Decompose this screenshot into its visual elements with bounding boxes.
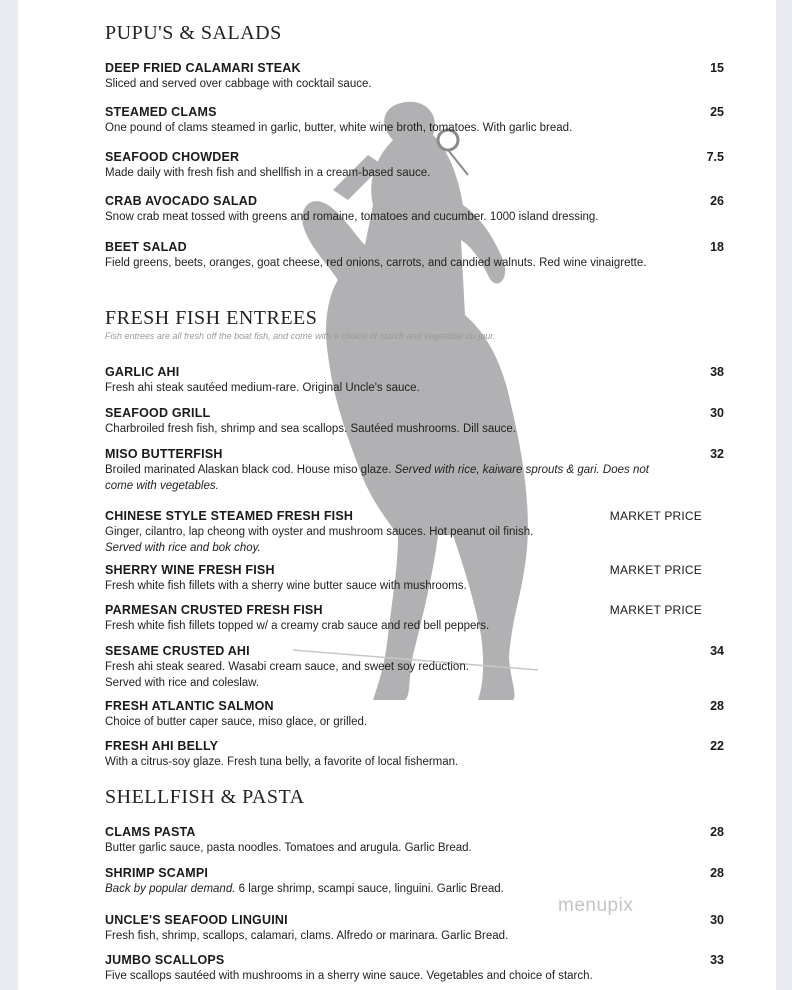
item-name: SHERRY WINE FRESH FISH bbox=[105, 563, 275, 577]
item-name: DEEP FRIED CALAMARI STEAK bbox=[105, 61, 301, 75]
item-name: GARLIC AHI bbox=[105, 365, 180, 379]
menu-item bbox=[105, 446, 724, 494]
section-title-fish: FRESH FISH ENTREES bbox=[105, 307, 318, 329]
item-description: Field greens, beets, oranges, goat cheese, red onions, carrots, and candied walnuts. Red wine vinaigrette. bbox=[105, 257, 647, 269]
item-price: 28 bbox=[710, 699, 724, 713]
item-name: FRESH AHI BELLY bbox=[105, 739, 219, 753]
item-price: MARKET PRICE bbox=[609, 603, 702, 617]
item-price: 18 bbox=[710, 240, 724, 254]
item-price: 28 bbox=[710, 825, 724, 839]
item-price: 7.5 bbox=[706, 150, 724, 164]
menu-item bbox=[105, 364, 724, 396]
section-title-shellfish: SHELLFISH & PASTA bbox=[105, 786, 305, 808]
item-description: Fresh ahi steak sautéed medium-rare. Original Uncle's sauce. bbox=[105, 382, 420, 394]
menu-item bbox=[105, 562, 702, 594]
item-description: Fresh ahi steak seared. Wasabi cream sauce, and sweet soy reduction. bbox=[105, 661, 469, 673]
menu-item bbox=[105, 239, 724, 271]
item-name: CRAB AVOCADO SALAD bbox=[105, 194, 258, 208]
item-price: 30 bbox=[710, 913, 724, 927]
item-price: 25 bbox=[710, 105, 724, 119]
item-name: CLAMS PASTA bbox=[105, 825, 196, 839]
item-price: 28 bbox=[710, 866, 724, 880]
item-description: Five scallops sautéed with mushrooms in a sherry wine sauce. Vegetables and choice of starch. bbox=[105, 970, 593, 982]
menu-item bbox=[105, 824, 724, 856]
section-note-fish: Fish entrees are all fresh off the boat fish, and come with a choice of starch and vegetable du jour. bbox=[105, 331, 496, 341]
menu-item bbox=[105, 865, 724, 897]
item-description-italic: Served with rice and bok choy. bbox=[105, 542, 261, 554]
menu-content bbox=[18, 0, 776, 990]
item-description: Choice of butter caper sauce, miso glace, or grilled. bbox=[105, 716, 368, 728]
item-description-text: Broiled marinated Alaskan black cod. House miso glaze. bbox=[105, 464, 392, 476]
item-description-italic: Served with rice, kaiware sprouts & gari. Does not come with vegetables. bbox=[105, 464, 649, 492]
menu-item bbox=[105, 405, 724, 437]
menu-item bbox=[105, 149, 724, 181]
item-price: MARKET PRICE bbox=[609, 509, 702, 523]
section-title-pupus: PUPU'S & SALADS bbox=[105, 22, 282, 44]
item-description bbox=[105, 462, 650, 494]
item-description: Sliced and served over cabbage with cocktail sauce. bbox=[105, 78, 372, 90]
item-price: 26 bbox=[710, 194, 724, 208]
item-name: BEET SALAD bbox=[105, 240, 187, 254]
item-description: With a citrus-soy glaze. Fresh tuna belly, a favorite of local fisherman. bbox=[105, 756, 459, 768]
menu-item bbox=[105, 698, 724, 730]
item-description: Made daily with fresh fish and shellfish in a cream-based sauce. bbox=[105, 167, 431, 179]
item-name: FRESH ATLANTIC SALMON bbox=[105, 699, 274, 713]
item-description: One pound of clams steamed in garlic, butter, white wine broth, tomatoes. With garlic bread. bbox=[105, 122, 573, 134]
menu-item bbox=[105, 738, 724, 770]
item-name: SEAFOOD CHOWDER bbox=[105, 150, 240, 164]
item-name: UNCLE'S SEAFOOD LINGUINI bbox=[105, 913, 288, 927]
item-name: SHRIMP SCAMPI bbox=[105, 866, 209, 880]
item-description: Fresh white fish fillets with a sherry wine butter sauce with mushrooms. bbox=[105, 580, 467, 592]
item-description: Snow crab meat tossed with greens and romaine, tomatoes and cucumber. 1000 island dressing. bbox=[105, 211, 599, 223]
menu-item bbox=[105, 60, 724, 92]
item-description: Charbroiled fresh fish, shrimp and sea scallops. Sautéed mushrooms. Dill sauce. bbox=[105, 423, 516, 435]
item-description: Butter garlic sauce, pasta noodles. Tomatoes and arugula. Garlic Bread. bbox=[105, 842, 472, 854]
item-name: SEAFOOD GRILL bbox=[105, 406, 211, 420]
item-name: JUMBO SCALLOPS bbox=[105, 953, 225, 967]
item-description-italic: Back by popular demand. bbox=[105, 883, 236, 895]
item-description-text: 6 large shrimp, scampi sauce, linguini. Garlic Bread. bbox=[238, 883, 504, 895]
menu-item bbox=[105, 104, 724, 136]
item-name: CHINESE STYLE STEAMED FRESH FISH bbox=[105, 509, 354, 523]
item-name: MISO BUTTERFISH bbox=[105, 447, 223, 461]
item-description: Ginger, cilantro, lap cheong with oyster and mushroom sauces. Hot peanut oil finish. bbox=[105, 526, 534, 538]
menu-item bbox=[105, 643, 724, 691]
menu-item bbox=[105, 193, 724, 225]
menu-page bbox=[18, 0, 776, 990]
menu-item bbox=[105, 508, 702, 556]
item-price: 34 bbox=[710, 644, 724, 658]
menu-item bbox=[105, 602, 702, 634]
menupix-watermark: menupix bbox=[558, 895, 634, 916]
item-price: 15 bbox=[710, 61, 724, 75]
item-price: 22 bbox=[710, 739, 724, 753]
item-price: 33 bbox=[710, 953, 724, 967]
menu-item bbox=[105, 952, 724, 984]
item-price: 30 bbox=[710, 406, 724, 420]
item-description: Fresh white fish fillets topped w/ a creamy crab sauce and red bell peppers. bbox=[105, 620, 490, 632]
item-price: MARKET PRICE bbox=[609, 563, 702, 577]
item-price: 38 bbox=[710, 365, 724, 379]
item-name: PARMESAN CRUSTED FRESH FISH bbox=[105, 603, 323, 617]
item-price: 32 bbox=[710, 447, 724, 461]
item-description-line2: Served with rice and coleslaw. bbox=[105, 677, 260, 689]
item-description: Fresh fish, shrimp, scallops, calamari, clams. Alfredo or marinara. Garlic Bread. bbox=[105, 930, 509, 942]
item-name: STEAMED CLAMS bbox=[105, 105, 217, 119]
item-name: SESAME CRUSTED AHI bbox=[105, 644, 250, 658]
